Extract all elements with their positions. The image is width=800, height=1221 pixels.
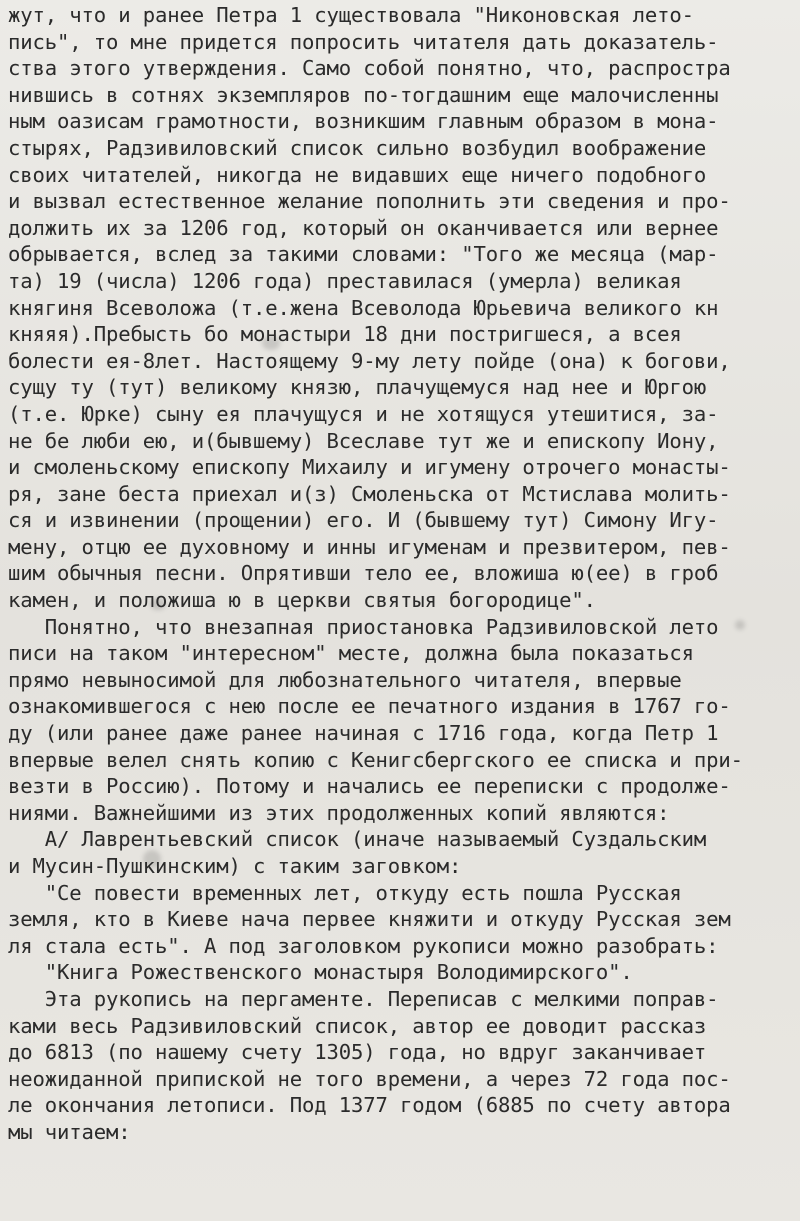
text-line: болести ея-8лет. Настоящему 9-му лету пойде (она) к богови, <box>8 348 731 373</box>
text-line: княяя).Пребысть бо монастыри 18 дни постригшеся, а всея <box>8 322 682 347</box>
text-line: ниями. Важнейшими из этих продолженных копий являются: <box>8 800 670 825</box>
text-line: мы читаем: <box>8 1119 131 1144</box>
text-line: не бе люби ею, и(бывшему) Всеславе тут же и епископу Иону, <box>8 428 719 453</box>
text-line: до 6813 (по нашему счету 1305) года, но вдруг заканчивает <box>8 1040 707 1065</box>
text-line: "Се повести временных лет, откуду есть пошла Русская <box>8 880 682 905</box>
document-body <box>8 2 800 1146</box>
text-line: "Книга Рожественского монастыря Володимирского". <box>8 960 633 985</box>
text-line: своих читателей, никогда не видавших еще ничего подобного <box>8 162 707 187</box>
text-line: ря, зане беста приехал и(з) Смоленьска от Мстислава молить- <box>8 481 731 506</box>
text-line: та) 19 (числа) 1206 года) преставилася (умерла) великая <box>8 268 682 293</box>
text-line: Понятно, что внезапная приостановка Радзивиловской лето <box>8 614 719 639</box>
text-line: и вызвал естественное желание пополнить эти сведения и про- <box>8 189 731 214</box>
text-line: прямо невыносимой для любознательного читателя, впервые <box>8 667 682 692</box>
text-line: ду (или ранее даже ранее начиная с 1716 года, когда Петр 1 <box>8 721 719 746</box>
text-line: ознакомившегося с нею после ее печатного издания в 1767 го- <box>8 694 731 719</box>
text-line: шим обычныя песни. Опрятивши тело ее, вложиша ю(ее) в гроб <box>8 561 719 586</box>
text-line: камен, и положиша ю в церкви святыя богородице". <box>8 588 596 613</box>
text-line: нившись в сотнях экземпляров по-тогдашним еще малочисленны <box>8 82 719 107</box>
text-line: должить их за 1206 год, который он оканчивается или вернее <box>8 215 719 240</box>
text-line: пись", то мне придется попросить читателя дать доказатель- <box>8 29 719 54</box>
text-line: ками весь Радзивиловский список, автор ее доводит рассказ <box>8 1013 707 1038</box>
text-line: сущу ту (тут) великому князю, плачущемуся над нее и Юргою <box>8 375 707 400</box>
text-line: обрывается, вслед за такими словами: "Того же месяца (мар- <box>8 242 719 267</box>
text-line: ля стала есть". А под заголовком рукописи можно разобрать: <box>8 933 719 958</box>
text-line: впервые велел снять копию с Кенигсбергского ее списка и при- <box>8 747 743 772</box>
text-line: (т.е. Юрке) сыну ея плачущуся и не хотящуся утешитися, за- <box>8 401 719 426</box>
text-line: ле окончания летописи. Под 1377 годом (6885 по счету автора <box>8 1093 731 1118</box>
text-line: стырях, Радзивиловский список сильно возбудил воображение <box>8 135 707 160</box>
text-line: неожиданной припиской не того времени, а через 72 года пос- <box>8 1066 731 1091</box>
text-line: и смоленьскому епископу Михаилу и игумену отрочего монасты- <box>8 455 731 480</box>
text-line: Эта рукопись на пергаменте. Переписав с мелкими поправ- <box>8 986 719 1011</box>
text-line: ся и извинении (прощении) его. И (бывшему тут) Симону Игу- <box>8 508 719 533</box>
text-line: жут, что и ранее Петра 1 существовала "Никоновская лето- <box>8 3 694 27</box>
text-line: и Мусин-Пушкинским) с таким заговком: <box>8 854 462 878</box>
text-line: мену, отцю ее духовному и инны игуменам и презвитером, пев- <box>8 534 731 559</box>
text-line: везти в Россию). Потому и начались ее переписки с продолже- <box>8 774 731 799</box>
text-line: писи на таком "интересном" месте, должна была показаться <box>8 641 694 666</box>
text-line: ства этого утверждения. Само собой понятно, что, распростра <box>8 56 731 81</box>
text-line: земля, кто в Киеве нача первее княжити и откуду Русская зем <box>8 907 731 932</box>
text-line: ным оазисам грамотности, возникшим главным образом в мона- <box>8 109 719 134</box>
text-line: княгиня Всеволожа (т.е.жена Всеволода Юрьевича великого кн <box>8 295 719 320</box>
text-line: А/ Лаврентьевский список (иначе называемый Суздальским <box>8 827 707 852</box>
